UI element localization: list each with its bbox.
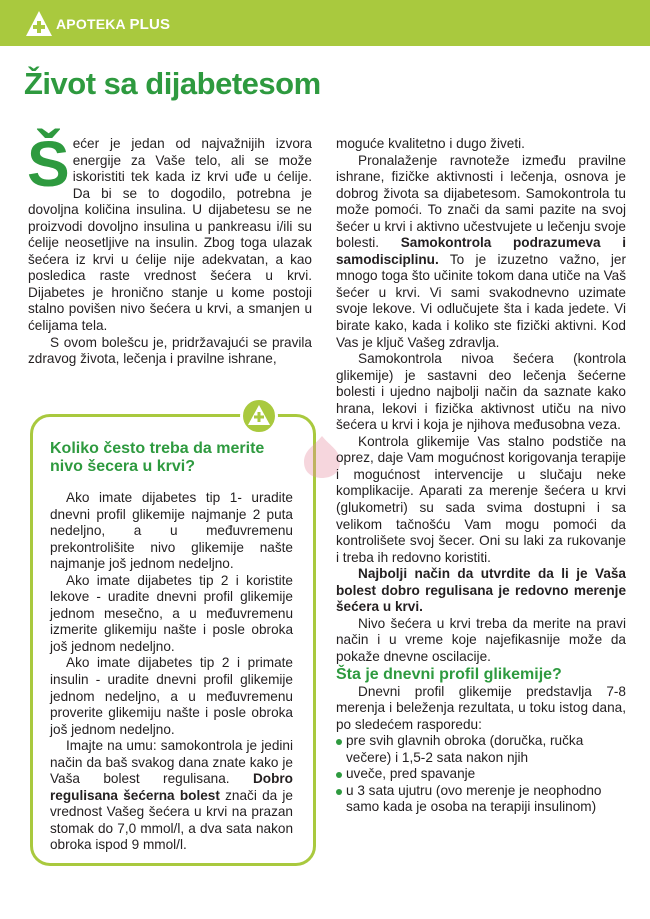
apoteka-plus-logo <box>24 9 170 39</box>
schedule-list <box>336 733 626 816</box>
page-title: Život sa dijabetesom <box>24 66 321 101</box>
section-heading: Šta je dnevni profil glikemije? <box>336 665 562 683</box>
info-box-title: Koliko često treba da merite nivo šecera u krvi? <box>50 440 265 475</box>
drop-cap: Š <box>27 128 70 200</box>
paragraph: Dnevni profil glikemije predstavlja 7-8 merenja i beleženja rezultata, u toku istog dana, po sledećem rasporedu: <box>336 683 626 732</box>
paragraph: moguće kvalitetno i dugo živeti. <box>336 136 525 151</box>
header-bar <box>0 0 650 46</box>
list-item: uveče, pred spavanje <box>336 766 626 783</box>
paragraph: Najbolji način da utvrdite da li je Vaša bolest dobro regulisana je redovno merenje šećera u krvi. <box>336 566 626 615</box>
list-item: pre svih glavnih obroka (doručka, ručka večere) i 1,5-2 sata nakon njih <box>336 733 626 766</box>
right-column <box>336 136 626 816</box>
list-item: u 3 sata ujutru (ovo merenje je neophodno samo kada je osoba na terapiji insulinom) <box>336 783 626 816</box>
info-box-text <box>50 490 293 854</box>
paragraph: Ako imate dijabetes tip 2 i primate insulin - uradite dnevni profil glikemije jednom nedeljno, a u međuvremenu proverite glikemiju našte i posle obroka još jednom nedeljno. <box>50 655 293 737</box>
intro-paragraph: Šećer je jedan od najvažnijih izvora energije za Vaše telo, ali se može iskoristiti tek kada iz krvi uđe u ćelije. Da bi se to dogodilo, potrebna je dovoljna količina insulina. U dijabetesu se ne proizvodi dovoljno insulina u pankreasu i/ili su ćelije neosetljive na insulin. Zbog toga ulazak šećera iz krvi u ćelije nije adekvatan, a kao posledica raste vrednost šećera u krvi. Dijabetes je hronično stanje u kome postoji stalno povišen nivo šećera u krvi, a smanjen u ćelijama tela. <box>27 128 312 334</box>
paragraph: Samokontrola nivoa šećera (kontrola glikemije) je sastavni deo lečenja šećerne bolesti i ujedno najbolji način da saznate kako hrana, lekovi i fizička aktivnost utiču na nivo šećera u krvi i koja je njihova međusobna veza. <box>336 351 626 433</box>
paragraph: Kontrola glikemije Vas stalno podstiče na oprez, daje Vam mogućnost korigovanja terapije i mogućnost intervencije u slučaju neke komplikacije. Aparati za merenje šećera u krvi (glukometri) su sada svima dostupni i sa velikom tačnošću Vam mogu pomoći da kontrolišete svoj šecer. Oni su laki za rukovanje i treba ih redovno koristiti. <box>336 433 626 565</box>
paragraph: Nivo šećera u krvi treba da merite na pravi način i u vreme koje najefikasnije može da pokaže dnevne oscilacije. <box>336 615 626 664</box>
paragraph: Pronalaženje ravnoteže između pravilne ishrane, fizičke aktivnosti i lečenja, osnova je dobrog života sa dijabetesom. Samokontrola tu može pomoći. To znači da sami pazite na svoj šećer u krvi i aktivno učestvujete u lečenju svoje bolesti. Samokontrola podrazumeva i samodisciplinu. To je izuzetno važno, jer mnogo toga što učinite tokom dana utiče na Vaš šećer u krvi. Vi sami svakodnevno uzimate svoje lekove. Vi odlučujete šta i kada jedete. Vi birate kako, kada i koliko ste fizički aktivni. Kod Vas je ključ Vašeg zdravlja. <box>336 152 626 350</box>
paragraph: Imajte na umu: samokontrola je jedini način da baš svakog dana znate kako je Vaša bolest regulisana. Dobro regulisana šećerna bolest znači da je vrednost Vašeg šećera u krvi na prazan stomak do 7,0 mmol/l, a dva sata nakon obroka ispod 9 mmol/l. <box>50 738 293 853</box>
brand-name: APOTEKA PLUS <box>56 15 171 33</box>
paragraph: Ako imate dijabetes tip 2 i koristite lekove - uradite dnevni profil glikemije jednom mesečno, a u međuvremenu izmerite glikemiju našte i posle obroka još jednom nedeljno. <box>50 572 293 654</box>
left-column <box>27 128 312 368</box>
pharmacy-cross-icon <box>24 9 54 39</box>
plus-badge-icon <box>240 397 278 435</box>
paragraph: Ako imate dijabetes tip 1- uradite dnevni profil glikemije najmanje 2 puta nedeljno, a u međuvremenu prekontrolišite nivo glikemije našte najmanje još jednom nedeljno. <box>50 490 293 572</box>
paragraph: S ovom bolešcu je, pridržavajući se pravila zdravog života, lečenja i pravilne ishrane, <box>28 334 312 367</box>
